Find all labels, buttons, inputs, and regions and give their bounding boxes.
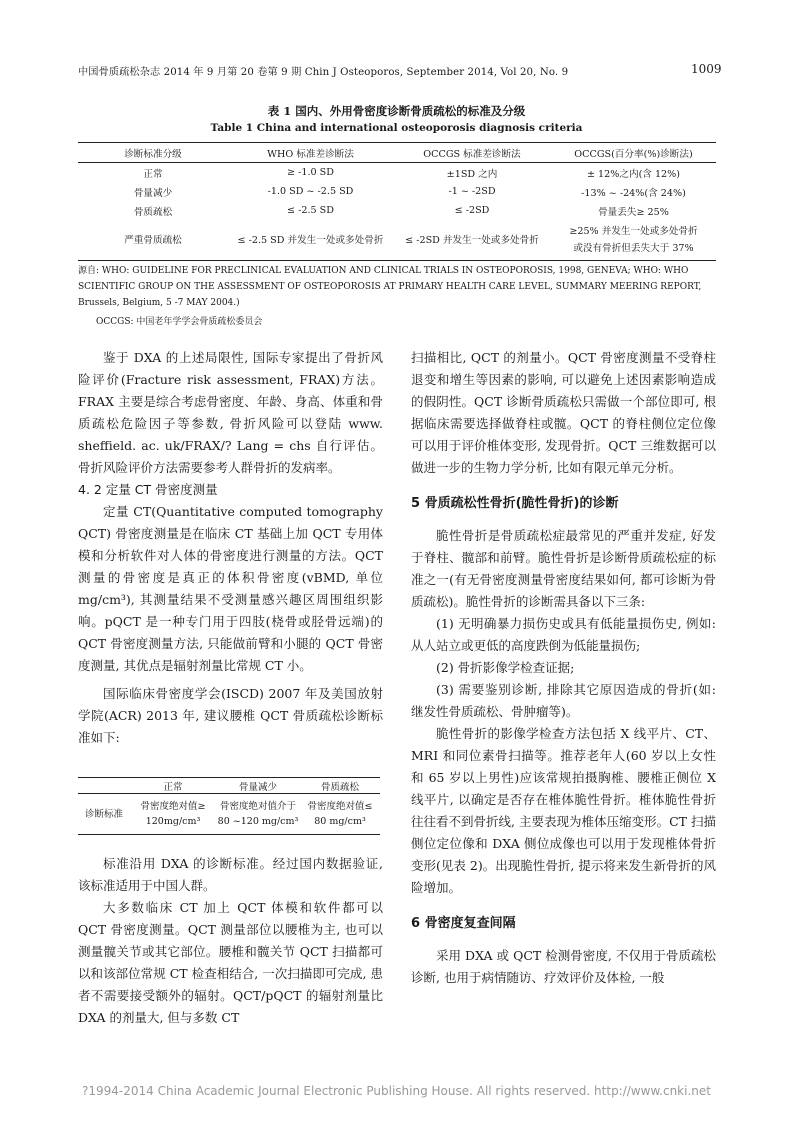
table-cell: 骨质疏松 — [133, 206, 173, 218]
table2-header-cell: 正常 — [130, 778, 216, 794]
table-row — [78, 794, 380, 835]
table-cell — [300, 794, 380, 835]
table-cell: 骨量丢失≥ 25% — [598, 206, 669, 218]
table-cell-line: 80 mg/cm³ — [314, 816, 366, 827]
table-cell: 诊断标准 — [78, 794, 130, 835]
table-cell: -1 ~ -2SD — [448, 186, 496, 197]
table1-occgs-note: OCCGS: 中国老年学学会骨质疏松委员会 — [96, 317, 263, 327]
table-cell: -1.0 SD ~ -2.5 SD — [267, 186, 354, 197]
table-row — [78, 201, 716, 220]
table-cell: ≤ -2SD 并发生一处或多处骨折 — [393, 220, 551, 261]
running-header: 中国骨质疏松杂志 2014 年 9 月第 20 卷第 9 期 Chin J Osteoporos, September 2014, Vol 20, No. 9 — [78, 67, 569, 78]
table-cell: ≤ -2SD — [454, 205, 490, 216]
table-row — [78, 220, 716, 261]
table-cell: ±1SD 之内 — [446, 168, 498, 180]
table-cell: ± 12%之内(含 12%) — [586, 168, 681, 180]
paragraph: 定量 CT(Quantitative computed tomography QCT) 骨密度测量是在临床 CT 基础上加 QCT 专用体模和分析软件对人体的骨密度进行测量的方法。QCT 测量的骨密度是真正的体积骨密度(vBMD, 单位 mg/cm³), 其测量结果不受测量感兴趣区周围组织影响。pQCT 是一种专门用于四肢(桡骨或胫骨远端)的 QCT 骨密度测量方法, 只能做前臂和小腿的 QCT 骨密度测量, 其优点是辐射剂量比常规 CT 小。 — [78, 504, 383, 673]
table1-header-cell: 诊断标准分级 — [78, 143, 228, 163]
right-column — [411, 347, 716, 989]
table-cell-line: 骨密度绝对值≥ — [140, 801, 206, 812]
table1 — [78, 142, 716, 261]
table-cell — [216, 794, 300, 835]
paragraph: 国际临床骨密度学会(ISCD) 2007 年及美国放射学院(ACR) 2013 年, 建议腰椎 QCT 骨质疏松诊断标准如下: — [78, 686, 383, 745]
copyright-footer: ?1994-2014 China Academic Journal Electronic Publishing House. All rights reserved. http://www.cnki.net — [82, 1084, 711, 1098]
paragraph: 鉴于 DXA 的上述局限性, 国际专家提出了骨折风险评价(Fracture risk assessment, FRAX)方法。FRAX 主要是综合考虑骨密度、年龄、身高、体重和骨质疏松危险因子等参数, 骨折风险可以登陆 www. sheffield. ac. uk/FRAX/? Lang = chs 自行评估。骨折风险评价方法需要参考人群骨折的发病率。 — [78, 350, 383, 475]
paragraph: (3) 需要鉴别诊断, 排除其它原因造成的骨折(如: 继发性骨质疏松、骨肿瘤等)。 — [411, 682, 716, 719]
table-cell — [130, 794, 216, 835]
table-cell — [551, 220, 716, 261]
table-cell-line: 骨密度绝对值介于 — [219, 801, 296, 812]
paragraph: 标准沿用 DXA 的诊断标准。经过国内数据验证, 该标准适用于中国人群。 — [78, 856, 383, 893]
section-heading-5: 5 骨质疏松性骨折(脆性骨折)的诊断 — [411, 496, 619, 511]
table1-header-cell: OCCGS 标准差诊断法 — [393, 143, 551, 163]
section-heading-4-2: 4. 2 定量 CT 骨密度测量 — [78, 482, 218, 497]
table-cell: -13% ~ -24%(含 24%) — [581, 187, 686, 199]
table-cell-line: ≥25% 并发生一处或多处骨折 — [569, 226, 698, 237]
table1-caption-en: Table 1 China and international osteoporosis diagnosis criteria — [210, 122, 583, 134]
section-heading-6: 6 骨密度复查间隔 — [411, 916, 516, 931]
table-cell: 骨量减少 — [133, 187, 173, 199]
paragraph: 扫描相比, QCT 的剂量小。QCT 骨密度测量不受脊柱退变和增生等因素的影响, 可以避免上述因素影响造成的假阴性。QCT 诊断骨质疏松只需做一个部位即可, 根据临床需要选择做脊柱或髋。QCT 的脊柱侧位定位像可以用于评价椎体变形, 发现骨折。QCT 三维数据可以做进一步的生物力学分析, 比如有限元单元分析。 — [411, 350, 716, 475]
table-cell: ≥ -1.0 SD — [287, 167, 334, 178]
table1-caption-cn: 表 1 国内、外用骨密度诊断骨质疏松的标准及分级 — [267, 104, 526, 118]
table-row — [78, 182, 716, 201]
table-cell-line: 80 ~120 mg/cm³ — [217, 816, 299, 827]
table2-header-cell: 骨量减少 — [216, 778, 300, 794]
paragraph: 脆性骨折是骨质疏松症最常见的严重并发症, 好发于脊柱、髋部和前臂。脆性骨折是诊断骨质疏松症的标准之一(有无骨密度测量骨密度结果如何, 都可诊断为骨质疏松)。脆性骨折的诊断需具备以下三条: — [411, 528, 716, 609]
table-cell: 正常 — [143, 168, 163, 180]
left-column — [78, 347, 383, 749]
table2-header-cell: 骨质疏松 — [300, 778, 380, 794]
paragraph: (1) 无明确暴力损伤史或具有低能量损伤史, 例如: 从人站立或更低的高度跌倒为低能量损伤; — [411, 616, 716, 653]
table-cell: 严重骨质疏松 — [78, 220, 228, 261]
table1-source-note: 源自: WHO: GUIDELINE FOR PRECLINICAL EVALUATION AND CLINICAL TRIALS IN OSTEOPOROSIS, 1998, GENEVA; WHO: WHO SCIENTIFIC GROUP ON THE ASSESSMENT OF OSTEOPOROSIS AT PRIMARY HEALTH CARE LEVEL, SUMMARY MEERING REPORT, Brussels, Belgium, 5 -7 MAY 2004.) — [78, 266, 702, 308]
table-cell-line: 骨密度绝对值≤ — [307, 801, 373, 812]
table-row — [78, 163, 716, 183]
table1-header-cell: OCCGS(百分率(%)诊断法) — [551, 143, 716, 163]
table2-header-cell — [78, 778, 130, 794]
table-cell-line: 120mg/cm³ — [145, 816, 201, 827]
table1-header-cell: WHO 标准差诊断法 — [228, 143, 393, 163]
table-cell: ≤ -2.5 SD 并发生一处或多处骨折 — [228, 220, 393, 261]
paragraph: 采用 DXA 或 QCT 检测骨密度, 不仅用于骨质疏松诊断, 也用于病情随访、疗效评价及体检, 一般 — [411, 948, 716, 985]
page-number: 1009 — [691, 62, 722, 76]
paragraph: 大多数临床 CT 加上 QCT 体模和软件都可以 QCT 骨密度测量。QCT 测量部位以腰椎为主, 也可以测量髋关节或其它部位。腰椎和髋关节 QCT 扫描都可以和该部位常规 CT 检查相结合, 一次扫描即可完成, 患者不需要接受额外的辐射。QCT/pQCT 的辐射剂量比 DXA 的剂量大, 但与多数 CT — [78, 900, 383, 1025]
table2-header-row — [78, 778, 380, 794]
paragraph: (2) 骨折影像学检查证据; — [436, 660, 575, 675]
paragraph: 脆性骨折的影像学检查方法包括 X 线平片、CT、MRI 和同位素骨扫描等。推荐老年人(60 岁以上女性和 65 岁以上男性)应该常规拍摄胸椎、腰椎正侧位 X 线平片, 以确定是否存在椎体脆性骨折。椎体脆性骨折往往看不到骨折线, 主要表现为椎体压缩变形。CT 扫描侧位定位像和 DXA 侧位成像也可以用于发现椎体骨折变形(见表 2)。出现脆性骨折, 提示将来发生新骨折的风险增加。 — [411, 726, 716, 895]
left-column-lower — [78, 853, 383, 1029]
table1-header-row — [78, 143, 716, 163]
table-cell: ≤ -2.5 SD — [287, 205, 334, 216]
table2 — [78, 777, 380, 835]
table-cell-line: 或没有骨折但丢失大于 37% — [573, 243, 694, 254]
